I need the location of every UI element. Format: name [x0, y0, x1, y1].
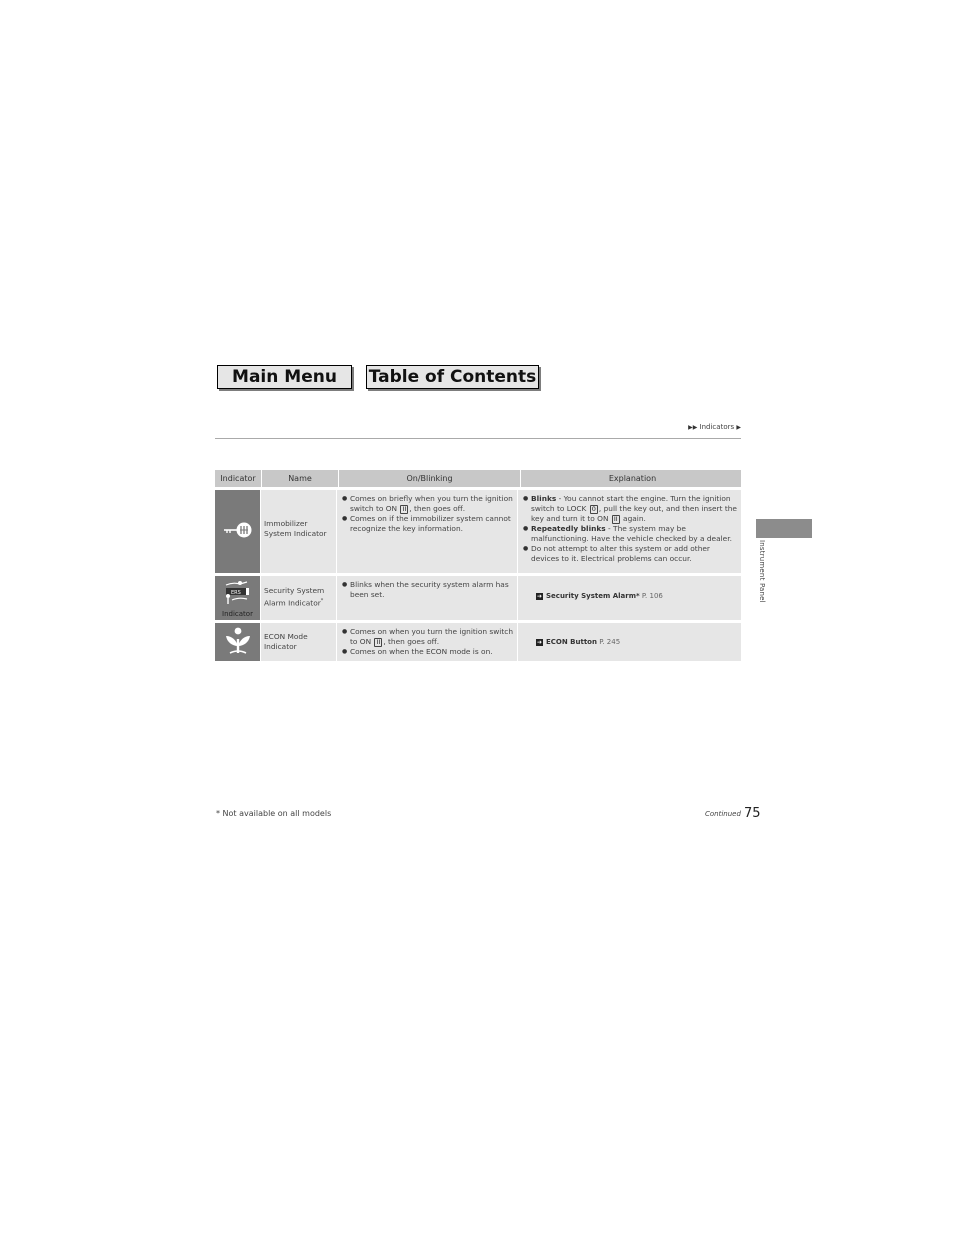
indicator-name-line1: ECON Mode: [264, 632, 308, 641]
on-blinking-cell: [337, 490, 518, 573]
footnote-mark: *: [636, 592, 640, 600]
ignition-lock-key-icon: 0: [591, 504, 596, 513]
explanation-text: Do not attempt to alter this system or add other devices to it. Electrical problems can occur.: [531, 544, 710, 563]
table-row: [215, 623, 741, 661]
explanation-cell: [518, 576, 741, 620]
page-number: 75: [744, 806, 761, 821]
breadcrumb-arrow-icon: ▶: [736, 424, 741, 431]
on-blinking-text: , then goes off.: [383, 637, 440, 646]
list-item: [523, 494, 739, 524]
econ-mode-icon: [224, 626, 252, 659]
header-on-blinking: On/Blinking: [339, 470, 521, 487]
indicator-caption: Indicator: [222, 610, 253, 618]
on-blinking-cell: [337, 576, 518, 620]
ignition-on-key-icon: II: [613, 514, 618, 523]
xref-page: P. 106: [641, 592, 663, 600]
cross-reference-link[interactable]: [536, 638, 620, 646]
section-tab-marker: [756, 519, 812, 538]
xref-label: Security System Alarm: [546, 592, 637, 600]
on-blinking-cell: [337, 623, 518, 661]
security-alarm-icon: [223, 579, 253, 610]
table-row: [215, 576, 741, 620]
ignition-on-key-icon: II: [376, 637, 381, 646]
xref-label: ECON Button: [546, 638, 597, 646]
explanation-bold: Blinks: [531, 494, 557, 503]
list-item: [523, 544, 739, 564]
list-item: [342, 494, 515, 514]
explanation-text: - You cannot start the engine. Turn the ignition switch to LOCK: [531, 494, 731, 513]
on-blinking-text: Comes on briefly when you turn the ignition switch to ON: [350, 494, 513, 513]
list-item: [342, 627, 515, 647]
list-item: [342, 514, 515, 534]
name-cell: [261, 623, 337, 661]
indicator-name-line2: Indicator: [264, 642, 297, 651]
explanation-cell: [518, 623, 741, 661]
immobilizer-key-icon: [223, 521, 253, 542]
header-name: Name: [262, 470, 339, 487]
list-item: [523, 524, 739, 544]
explanation-bold: Repeatedly blinks: [531, 524, 606, 533]
header-indicator: Indicator: [215, 470, 262, 487]
indicators-table: [215, 470, 741, 661]
cross-reference-link[interactable]: [536, 592, 663, 600]
explanation-cell: [518, 490, 741, 573]
on-blinking-text: Comes on if the immobilizer system cannot recognize the key information.: [350, 514, 511, 533]
reference-arrow-icon: ➜: [536, 593, 543, 600]
indicator-cell: [215, 623, 261, 661]
section-side-label: Instrument Panel: [758, 540, 766, 603]
continued-label: Continued: [705, 810, 741, 818]
indicator-name-line2: System Indicator: [264, 529, 327, 538]
header-divider: [215, 438, 741, 439]
footnote-mark: *: [320, 598, 324, 604]
footnote: * Not available on all models: [216, 809, 332, 818]
on-blinking-text: Comes on when the ECON mode is on.: [350, 647, 493, 656]
name-cell: [261, 576, 337, 620]
explanation-text: again.: [620, 514, 646, 523]
explanation-text: , pull the key out, and then insert the key and turn it to ON: [531, 504, 737, 523]
svg-text:ERS: ERS: [231, 590, 241, 596]
indicator-cell: [215, 576, 261, 620]
indicator-name-line1: Security System: [264, 586, 325, 595]
table-header: [215, 470, 741, 487]
indicator-name-line1: Immobilizer: [264, 519, 308, 528]
ignition-on-key-icon: II: [402, 504, 407, 513]
header-explanation: Explanation: [608, 474, 657, 483]
name-cell: [261, 490, 337, 573]
on-blinking-text: Blinks when the security system alarm has been set.: [350, 580, 509, 599]
breadcrumb: [688, 423, 741, 431]
indicator-cell: [215, 490, 261, 573]
xref-page: P. 245: [599, 638, 621, 646]
list-item: [342, 580, 515, 600]
breadcrumb-arrow-icon: ▶▶: [688, 424, 698, 431]
main-menu-button[interactable]: Main Menu: [217, 365, 352, 389]
explanation-text: - The system may be malfunctioning. Have the vehicle checked by a dealer.: [531, 524, 732, 543]
on-blinking-text: Comes on when you turn the ignition switch to ON: [350, 627, 514, 646]
breadcrumb-section: Indicators: [699, 423, 735, 431]
indicator-name-line2: Alarm Indicator: [264, 598, 321, 608]
reference-arrow-icon: ➜: [536, 639, 543, 646]
list-item: [342, 647, 515, 657]
table-of-contents-button[interactable]: Table of Contents: [366, 365, 539, 389]
on-blinking-text: , then goes off.: [409, 504, 466, 513]
table-row: [215, 490, 741, 573]
